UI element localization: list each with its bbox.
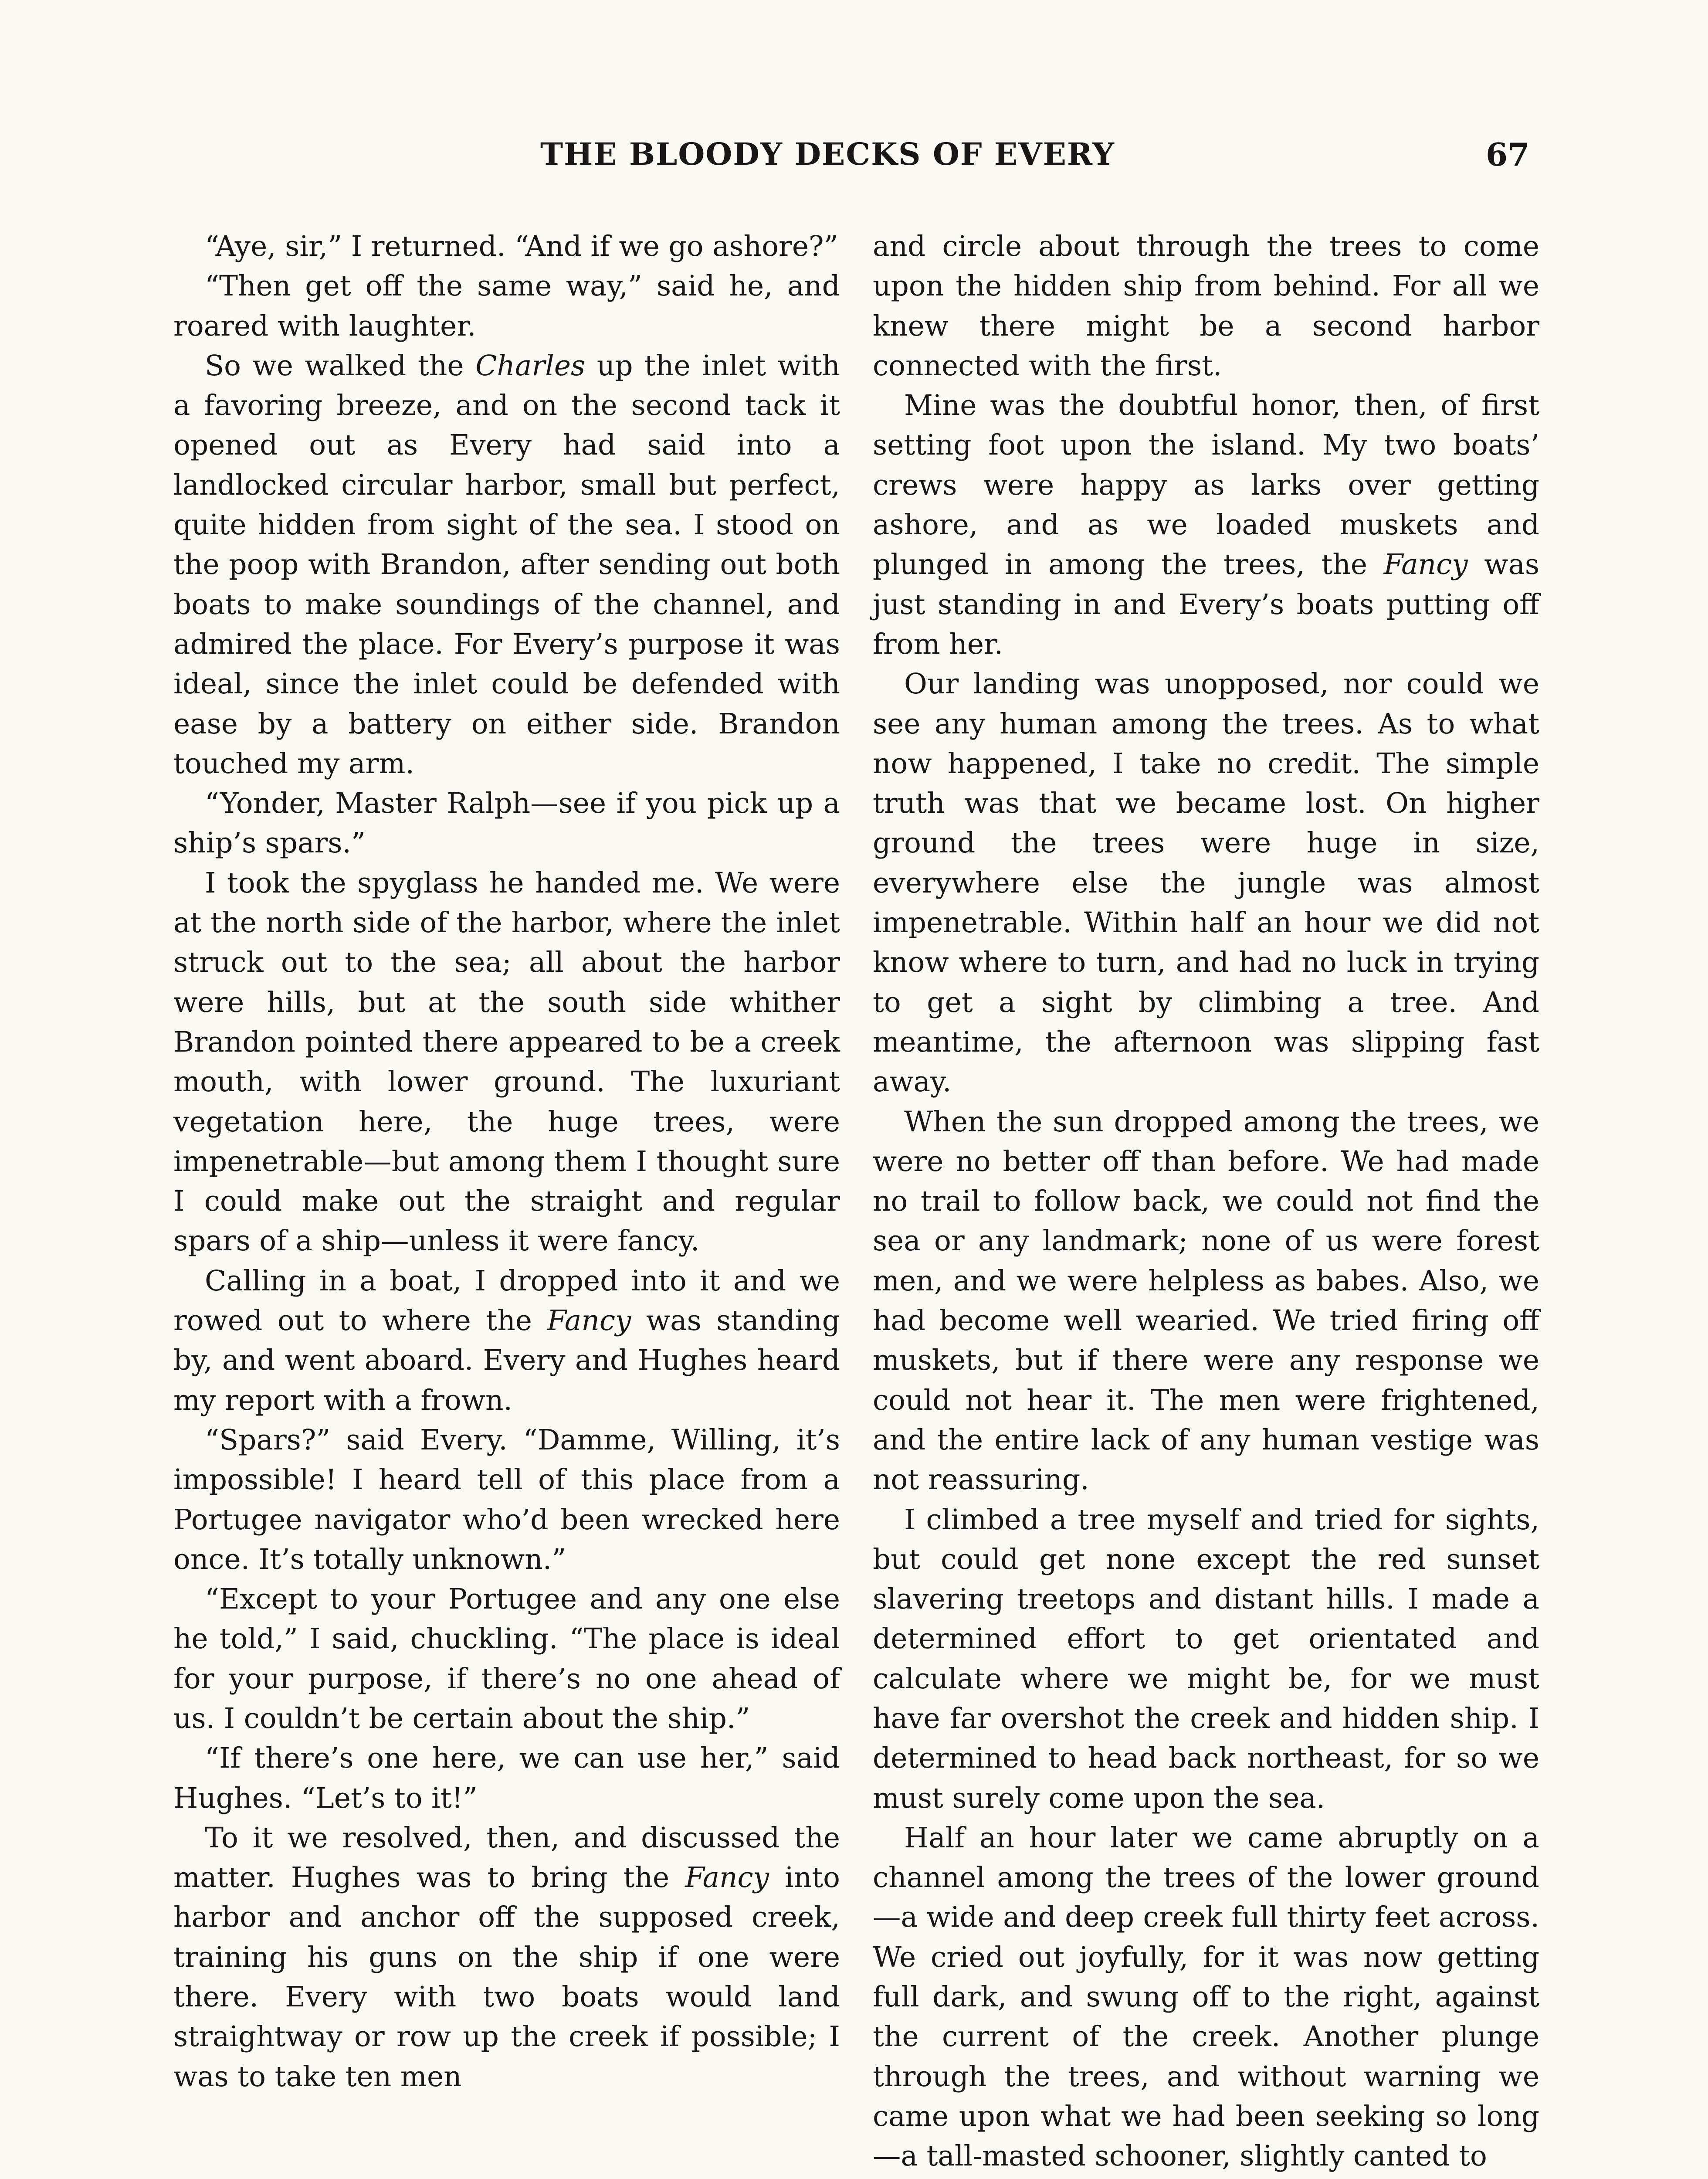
- text-run: To it we resolved, then, and discussed the matter. Hughes was to bring the: [173, 1821, 840, 1894]
- text-run: was just standing in and Every’s boats putting off from her.: [873, 548, 1539, 661]
- text-run: “Aye, sir,” I returned. “And if we go ashore?”: [205, 230, 838, 263]
- paragraph: [173, 266, 840, 346]
- right-text-column: [873, 227, 1539, 2176]
- ship-name: Fancy: [547, 1304, 631, 1337]
- text-run: Calling in a boat, I dropped into it and we rowed out to where the: [173, 1264, 840, 1337]
- paragraph: [173, 863, 840, 1261]
- paragraph: [873, 227, 1539, 386]
- paragraph: [873, 1818, 1539, 2176]
- text-run: I took the spyglass he handed me. We were at the north side of the harbor, where the inlet struck out to the sea; all about the harbor were hills, but at the south side whither Brandon pointed there appeared to be a creek mouth, with lower ground. The luxuriant vegetation here, the huge trees, were impenetrable—but among them I thought sure I could make out the straight and regular spars of a ship—unless it were fancy.: [173, 866, 840, 1258]
- paragraph: [173, 1738, 840, 1818]
- page-number: 67: [1486, 136, 1530, 173]
- running-title: THE BLOODY DECKS OF EVERY: [540, 136, 1115, 172]
- paragraph: [173, 784, 840, 863]
- text-run: “Yonder, Master Ralph—see if you pick up a ship’s spars.”: [173, 787, 840, 860]
- text-run: into harbor and anchor off the supposed creek, training his guns on the ship if one were there. Every with two boats would land straightway or row up the creek if possible; I was to take ten men: [173, 1861, 840, 2093]
- ship-name: Fancy: [1383, 548, 1468, 581]
- text-run: and circle about through the trees to come upon the hidden ship from behind. For all we knew there might be a second harbor connected with the first.: [873, 230, 1539, 382]
- text-run: I climbed a tree myself and tried for sights, but could get none except the red sunset slavering treetops and distant hills. I made a determined effort to get orientated and calculate where we might be, for we must have far overshot the creek and hidden ship. I determined to head back northeast, for so we must surely come upon the sea.: [873, 1503, 1539, 1815]
- text-run: “Except to your Portugee and any one else he told,” I said, chuckling. “The place is ideal for your purpose, if there’s no one ahead of us. I couldn’t be certain about the ship.”: [173, 1583, 840, 1735]
- left-text-column: [173, 227, 840, 2097]
- text-run: Half an hour later we came abruptly on a channel among the trees of the lower ground—a wide and deep creek full thirty feet across. We cried out joyfully, for it was now getting full dark, and swung off to the right, against the current of the creek. Another plunge through the trees, and without warning we came upon what we had been seeking so long—a tall-masted schooner, slightly canted to: [873, 1821, 1539, 2173]
- text-run: When the sun dropped among the trees, we were no better off than before. We had made no trail to follow back, we could not find the sea or any landmark; none of us were forest men, and we were helpless as babes. Also, we had become well wearied. We tried firing off muskets, but if there were any response we could not hear it. The men were frightened, and the entire lack of any human vestige was not reassuring.: [873, 1105, 1539, 1497]
- paragraph: [873, 386, 1539, 664]
- paragraph: [173, 346, 840, 784]
- paragraph: [173, 1420, 840, 1579]
- ship-name: Fancy: [685, 1861, 769, 1894]
- paragraph: [173, 227, 840, 266]
- paragraph: [873, 1500, 1539, 1818]
- paragraph: [173, 1818, 840, 2097]
- paragraph: [873, 1102, 1539, 1500]
- paragraph: [173, 1579, 840, 1738]
- text-run: was standing by, and went aboard. Every and Hughes heard my report with a frown.: [173, 1304, 840, 1417]
- text-run: So we walked the: [205, 349, 476, 382]
- text-run: Mine was the doubtful honor, then, of first setting foot upon the island. My two boats’ crews were happy as larks over getting ashore, and as we loaded muskets and plunged in among the trees, the: [873, 389, 1539, 581]
- ship-name: Charles: [475, 349, 586, 382]
- paragraph: [873, 664, 1539, 1102]
- text-run: “Then get off the same way,” said he, and roared with laughter.: [173, 270, 840, 343]
- text-run: up the inlet with a favoring breeze, and on the second tack it opened out as Every had said into a landlocked circular harbor, small but perfect, quite hidden from sight of the sea. I stood on the poop with Brandon, after sending out both boats to make soundings of the channel, and admired the place. For Every’s purpose it was ideal, since the inlet could be defended with ease by a battery on either side. Brandon touched my arm.: [173, 349, 840, 780]
- text-run: “Spars?” said Every. “Damme, Willing, it’s impossible! I heard tell of this place from a Portugee navigator who’d been wrecked here once. It’s totally unknown.”: [173, 1423, 840, 1576]
- text-run: Our landing was unopposed, nor could we see any human among the trees. As to what now happened, I take no credit. The simple truth was that we became lost. On higher ground the trees were huge in size, everywhere else the jungle was almost impenetrable. Within half an hour we did not know where to turn, and had no luck in trying to get a sight by climbing a tree. And meantime, the afternoon was slipping fast away.: [873, 668, 1539, 1099]
- paragraph: [173, 1261, 840, 1420]
- text-run: “If there’s one here, we can use her,” said Hughes. “Let’s to it!”: [173, 1742, 840, 1815]
